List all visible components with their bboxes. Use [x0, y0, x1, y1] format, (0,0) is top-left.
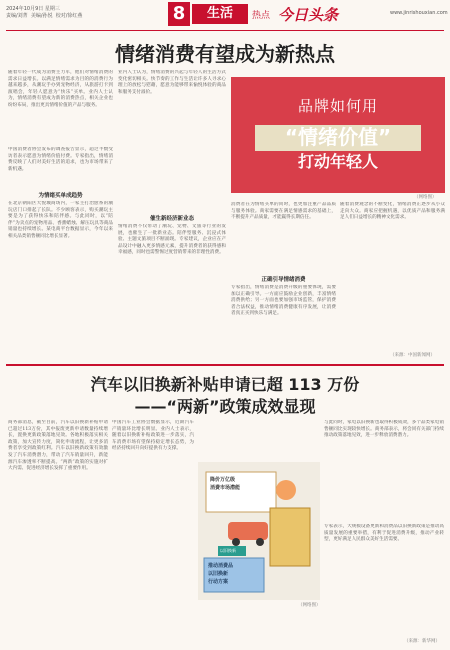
article1-subhead: 为情绪买单成趋势: [38, 193, 83, 199]
section-title: 生活: [192, 4, 248, 24]
article2-para: 中国汽车工业协会数据显示，近期汽车产销量环比增长明显。业内人士表示，随着以旧换新补贴政策进一步落实，汽车消费市场有望保持稳定增长态势，为经济持续回升向好提供有力支撑。: [112, 420, 194, 452]
image-text: 品牌如何用: [297, 97, 378, 115]
article2-para: 专家表示，大规模设备更新和消费品以旧换新政策是推动高质量发展的重要举措，有利于促进消费升级，推动产业转型，更好满足人民群众美好生活需要。: [324, 524, 444, 543]
masthead-rule: [6, 30, 444, 31]
masthead: [0, 0, 450, 30]
sign-text: 行动方案: [208, 579, 229, 585]
article2-para: 商务部消息，截至目前，汽车以旧换新补贴申请已超过113万份，其中报废更新申请数量持续增长，置换更新政策落地见效。各地积极落实相关政策，加大宣传力度，简化申请流程，让更多消费者享受到政策红利。汽车以旧换新政策有效激发了汽车消费潜力，带动了汽车销量回升，新能源汽车渗透率不断提高。“两新”政策的实施对扩大内需、促进经济增长发挥了重要作用。: [8, 420, 108, 472]
sign-text: 消费市场潜能: [210, 485, 241, 491]
page-number: 8: [168, 2, 190, 26]
image-credit: （网络图）: [298, 603, 321, 608]
article1-image: [231, 77, 445, 193]
article2-headline: 汽车以旧换新补贴申请已超 113 万份: [90, 375, 360, 394]
image-credit: （网络图）: [414, 195, 437, 200]
article1-para: 中国消费者协会发布的调查报告显示，超过半数受访者表示愿意为情绪价值付费。专家指出，情绪消费反映了人们对美好生活的追求，也为市场带来了新机遇。: [8, 147, 113, 172]
masthead-date: 2024年10月9日 星期三 责编/刘菁 美编/孙悦 校对/徐红燕: [6, 6, 83, 19]
sign-text: 以旧换新: [220, 548, 236, 553]
section-divider: [6, 364, 444, 366]
article1-para: 随着消费观念的不断变化，情绪消费正逐步从小众走向大众。商家应把握机遇，以优质产品和服务满足人们日益增长的精神文化需求。: [340, 202, 445, 221]
sign-text: 推动消费品: [208, 563, 234, 569]
article1-source: （来源：中国新闻网）: [390, 353, 435, 358]
article1-subhead: 催生新经济新业态: [149, 216, 194, 222]
article1-para: 业内人士认为，情绪消费的兴起与年轻人的生活方式变化密切相关。快节奏的工作与生活让许多人寻求心理上的放松与慰藉，愿意为能够带来愉悦体验的商品和服务支付溢价。: [118, 70, 226, 95]
website-url: www.jinrishouxian.com: [390, 10, 448, 16]
article1-para: 情绪消费不仅带动了潮玩、宠物、文旅等行业的发展，也催生了一批新业态。陪伴型服务、沉浸式体验、主题文旅项目不断涌现。专家建议，企业应在产品设计中融入更多情感元素，提升消费者的获得感和幸福感，同时也需警惕过度营销带来的非理性消费。: [118, 224, 226, 256]
article1-para: 在北京朝阳区大悦城商场内，一家主打治愈系的潮玩店门口排起了长队。不少顾客表示，购买潮玩主要是为了获得快乐和陪伴感。与此同时，以“陪伴”为卖点的宠物用品、香薰蜡烛、解压玩具等商品销量也持续增长。某电商平台数据显示，今年以来相关品类销售额同比增长显著。: [8, 201, 113, 239]
image-text: “情绪价值”: [284, 125, 392, 149]
article2-para: 与此同时，家电以旧换新也取得积极成效，多个品类家电销售额同比实现较快增长。商务部表示，将会同有关部门持续推动政策落地见效，进一步释放消费潜力。: [324, 420, 444, 439]
image-text: 打动年轻人: [297, 152, 378, 171]
article1-subhead: 正确引导情绪消费: [261, 277, 306, 283]
article1-headline: 情绪消费有望成为新热点: [115, 42, 335, 66]
article2-illustration: [198, 462, 320, 600]
article1-para: 专家指出，情绪消费是消费升级的重要体现，需要加以正确引导。一方面应鼓励企业创新，丰富情绪消费供给；另一方面也要加强市场监管，保护消费者合法权益，推动情绪消费健康有序发展，让消费者真正买到快乐与满足。: [231, 285, 336, 317]
sign-text: 降价万亿级: [210, 477, 236, 483]
newspaper-logo: 今日头条: [278, 6, 339, 24]
section-subtitle: 热点: [252, 11, 271, 21]
article1-para: 随着年轻一代成为消费主力军，他们对情绪消费的需求日益增长。以满足情绪需求为目的的消费行为越来越多，从潮玩手办到宠物经济，从旅游打卡到演唱会，年轻人愿意为“快乐”买单。业内人士认为，情绪消费有望成为新的消费热点，相关企业也纷纷布局，推出更具情绪价值的产品与服务。: [8, 70, 113, 108]
article2-source: （来源：新华网）: [404, 639, 440, 644]
article2-subheadline: ——“两新”政策成效显现: [134, 397, 316, 416]
article1-para: 消费者在为情绪买单的同时，也更加注重产品品质与服务体验。商家需要在满足情感需求的基础上，不断提升产品质量，才能赢得长期信任。: [231, 202, 336, 221]
sign-text: 以旧换新: [208, 571, 229, 577]
